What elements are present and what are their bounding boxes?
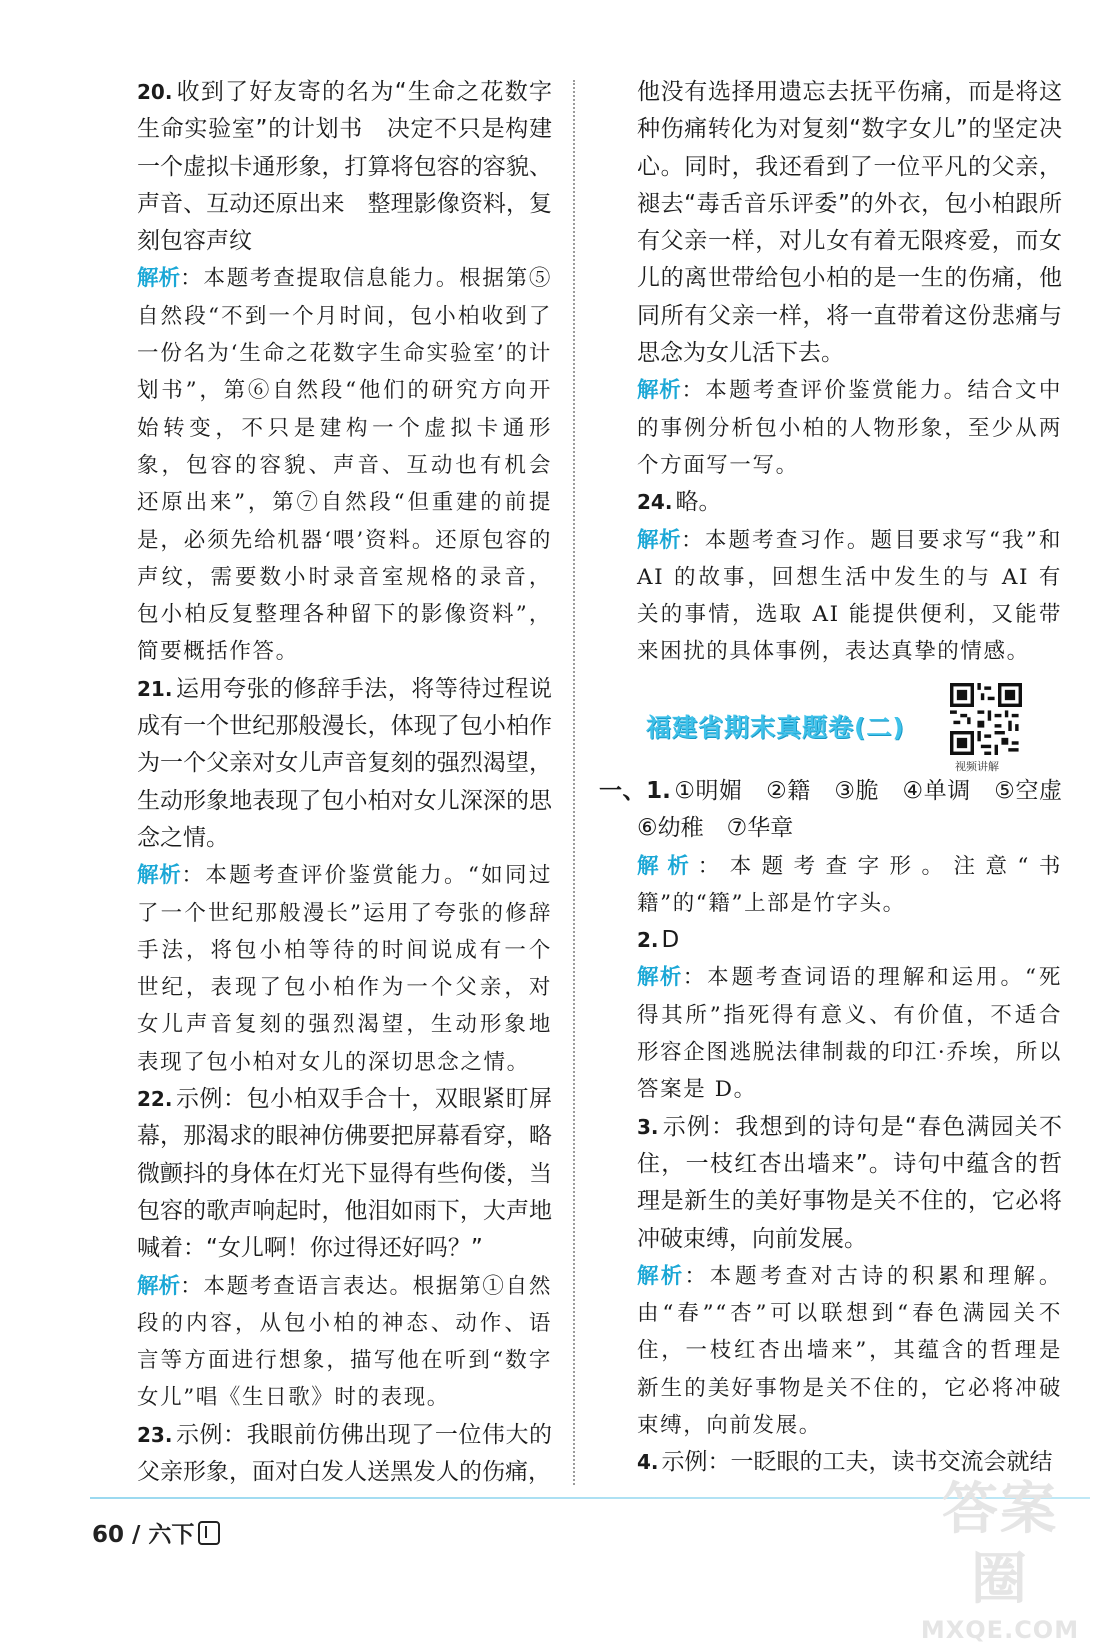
answer-22: 22. 示例：包小柏双手合十，双眼紧盯屏幕，那渴求的眼神仿佛要把屏幕看穿，略微颤抖的身体在灯光下显得有些佝偻，当包容的歌声响起时，他泪如雨下，大声地喊着：“女儿啊！你过得还好吗？” xyxy=(137,1086,552,1262)
answer-23-continued: 他没有选择用遗忘去抚平伤痛，而是将这种伤痛转化为对复刻“数字女儿”的坚定决心。同时，我还看到了一位平凡的父亲，褪去“毒舌音乐评委”的外衣，包小柏跟所有父亲一样，对儿女有着无限疼爱，而女儿的离世带给包小柏的是一生的伤痛，他同所有父亲一样，将一直带着这份悲痛与思念为女儿活下去。 xyxy=(637,79,1062,367)
answer-1-4: 4. 示例：一眨眼的工夫，读书交流会就结 xyxy=(637,1449,1053,1476)
explanation-tag: 解析 xyxy=(637,378,682,404)
book-icon xyxy=(198,1521,220,1545)
answer-1-2: 2. D xyxy=(637,927,680,954)
explanation-1-1: 解析：本题考查字形。注意“书籍”的“籍”上部是竹字头。 xyxy=(637,853,1062,916)
explanation-23: 解析：本题考查评价鉴赏能力。结合文中的事例分析包小柏的人物形象，至少从两个方面写一写。 xyxy=(637,378,1062,478)
explanation-24: 解析：本题考查习作。题目要求写“我”和 AI 的故事，回想生活中发生的与 AI 有关的事情，选取 AI 能提供便利，又能带来困扰的具体事例，表达真挚的情感。 xyxy=(637,527,1062,665)
answer-24: 24. 略。 xyxy=(637,489,722,516)
explanation-tag: 解析 xyxy=(637,853,698,879)
section-title: 福建省期末真题卷(二) xyxy=(646,713,905,742)
left-column xyxy=(137,74,552,1491)
answer-21: 21. 运用夸张的修辞手法，将等待过程说成有一个世纪那般漫长，体现了包小柏作为一个父亲对女儿声音复刻的强烈渴望，生动形象地表现了包小柏对女儿深深的思念之情。 xyxy=(137,675,552,851)
right-column-section-2 xyxy=(599,773,1085,1482)
explanation-20: 解析：本题考查提取信息能力。根据第⑤自然段“不到一个月时间，包小柏收到了一份名为‘生命之花数字生命实验室’的计划书”，第⑥自然段“他们的研究方向开始转变，不只是建构一个虚拟卡通形象，包容的容貌、声音、互动也有机会还原出来”，第⑦自然段“但重建的前提是，必须先给机器‘喂’资料。还原包容的声纹，需要数小时录音室规格的录音，包小柏反复整理各种留下的影像资料”，简要概括作答。 xyxy=(137,266,552,665)
explanation-tag: 解析 xyxy=(637,965,683,991)
explanation-tag: 解析 xyxy=(137,863,182,889)
column-divider xyxy=(573,80,575,1485)
explanation-tag: 解析 xyxy=(137,1273,181,1299)
answer-20: 20. 收到了好友寄的名为“生命之花数字生命实验室”的计划书 决定不只是构建一个虚拟卡通形象，打算将包容的容貌、声音、互动还原出来 整理影像资料，复刻包容声纹 xyxy=(137,79,552,255)
explanation-tag: 解析 xyxy=(637,527,682,553)
answer-1-3: 3. 示例：我想到的诗句是“春色满园关不住，一枝红杏出墙来”。诗句中蕴含的哲理是新生的美好事物是关不住的，它必将冲破束缚，向前发展。 xyxy=(637,1113,1062,1252)
explanation-tag: 解析 xyxy=(137,266,181,292)
watermark-url: MXQE.COM xyxy=(920,1616,1080,1644)
qr-label: 视频讲解 xyxy=(955,760,999,773)
answer-23: 23. 示例：我眼前仿佛出现了一位伟大的父亲形象，面对白发人送黑发人的伤痛， xyxy=(137,1421,552,1485)
explanation-1-3: 解析：本题考查对古诗的积累和理解。由“春”“杏”可以联想到“春色满园关不住，一枝红杏出墙来”，其蕴含的哲理是新生的美好事物是关不住的，它必将冲破束缚，向前发展。 xyxy=(637,1263,1062,1439)
explanation-22: 解析：本题考查语言表达。根据第①自然段的内容，从包小柏的神态、动作、语言等方面进行想象，描写他在听到“数字女儿”唱《生日歌》时的表现。 xyxy=(137,1273,552,1411)
right-column xyxy=(637,74,1062,671)
watermark-text: 答案圈 xyxy=(942,1477,1058,1612)
page-number: 60 / 六下 xyxy=(92,1516,220,1549)
explanation-21: 解析：本题考查评价鉴赏能力。“如同过了一个世纪那般漫长”运用了夸张的修辞手法，将包小柏等待的时间说成有一个世纪，表现了包小柏作为一个父亲，对女儿声音复刻的强烈渴望，生动形象地表现了包小柏对女儿的深切思念之情。 xyxy=(137,863,552,1075)
answer-1-1: 一、1. ①明媚 ②籍 ③脆 ④单调 ⑤空虚 ⑥幼稚 ⑦华章 xyxy=(599,778,1085,842)
explanation-tag: 解析 xyxy=(637,1263,685,1289)
qr-code-icon[interactable] xyxy=(950,683,1022,755)
explanation-1-2: 解析：本题考查词语的理解和运用。“死得其所”指死得有意义、有价值，不适合形容企图逃脱法律制裁的印江·乔埃，所以答案是 D。 xyxy=(637,965,1062,1103)
watermark xyxy=(915,1475,1085,1644)
